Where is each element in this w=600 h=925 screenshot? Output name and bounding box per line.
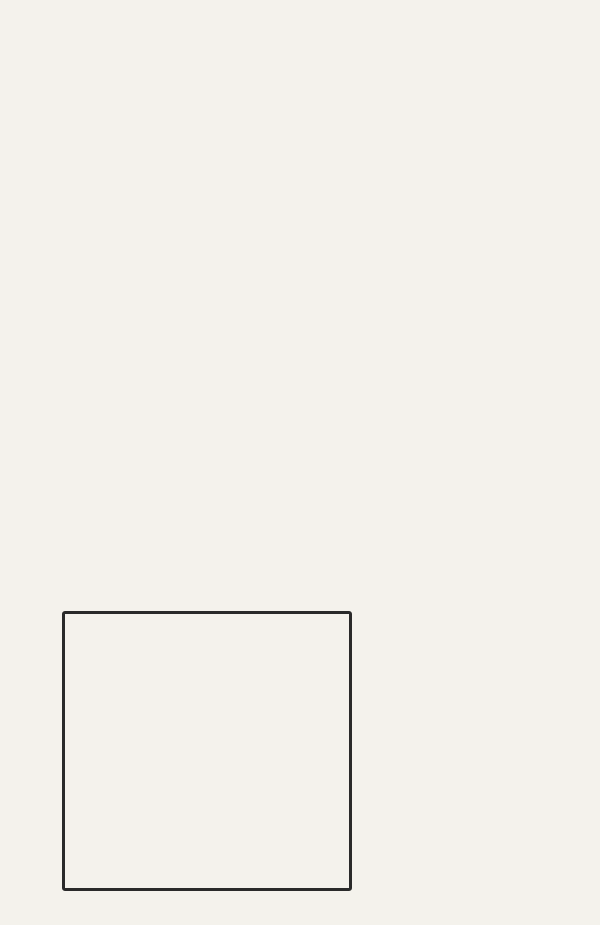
boxed-article [62,611,352,891]
